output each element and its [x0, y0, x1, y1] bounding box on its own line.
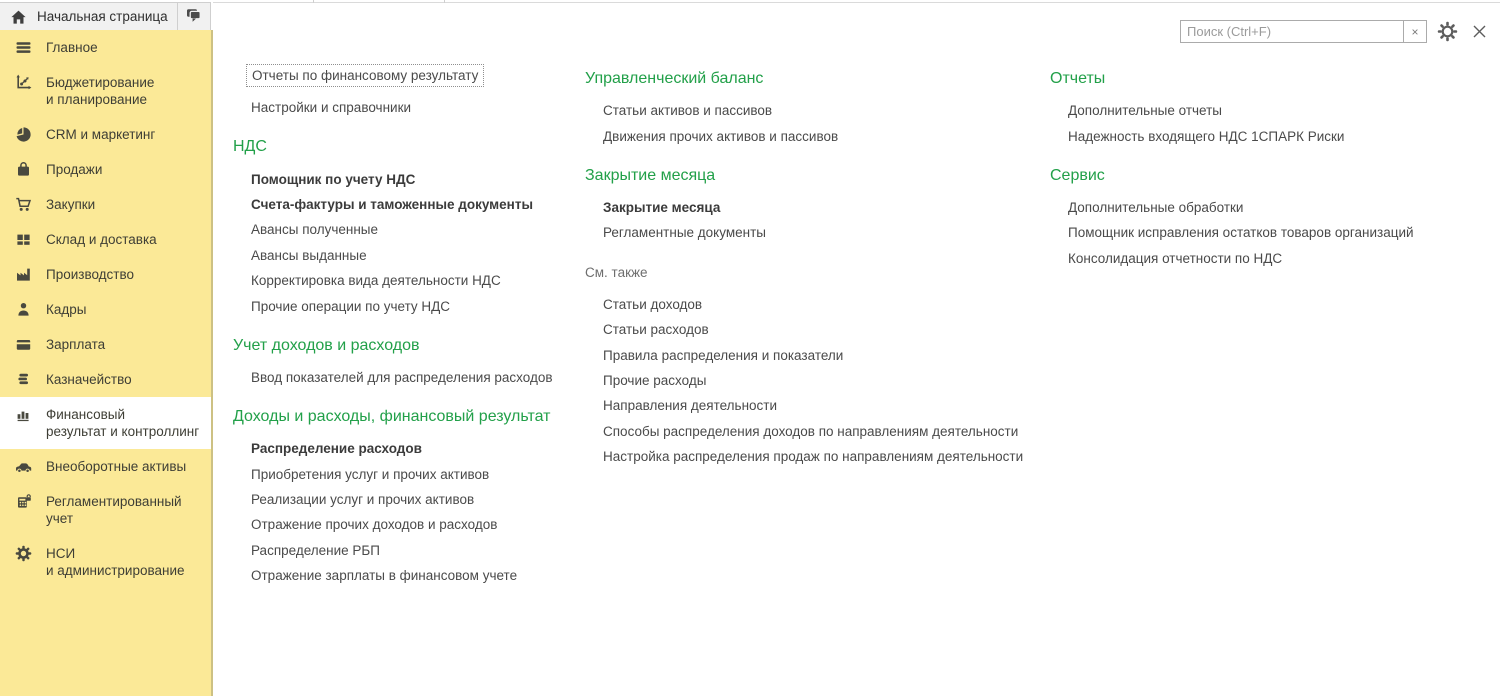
- menu-icon: [0, 39, 46, 56]
- tab-home-label: Начальная страница: [37, 9, 168, 24]
- section-heading: Закрытие месяца: [585, 166, 716, 184]
- tab-home-page[interactable]: [0, 2, 178, 30]
- gear-icon: [0, 545, 46, 579]
- command-link[interactable]: Отражение зарплаты в финансовом учете: [251, 568, 518, 584]
- sidebar-item-label: Закупки: [46, 197, 96, 212]
- sidebar-item-budgeting[interactable]: Бюджетирование и планирование: [0, 65, 211, 117]
- sidebar-item-label: Регламентированный: [46, 494, 182, 509]
- sidebar-item-production[interactable]: [0, 257, 211, 292]
- tab-tick: [444, 0, 445, 3]
- search-clear-button[interactable]: ×: [1403, 21, 1426, 42]
- sidebar-item-regulated-accounting[interactable]: Регламентированный учет: [0, 484, 211, 536]
- card-icon: [0, 336, 46, 353]
- factory-icon: [0, 266, 46, 283]
- command-link[interactable]: Реализации услуг и прочих активов: [251, 492, 475, 508]
- calculator-lock-icon: [0, 493, 46, 527]
- sidebar-item-sales[interactable]: [0, 152, 211, 187]
- sidebar-item-label: Кадры: [46, 302, 87, 317]
- close-icon: [1472, 24, 1487, 39]
- command-link[interactable]: Правила распределения и показатели: [603, 347, 844, 363]
- command-link[interactable]: Дополнительные обработки: [1068, 199, 1244, 215]
- section-heading: Управленческий баланс: [585, 70, 764, 87]
- command-link[interactable]: Настройка распределения продаж по направлениям деятельности: [603, 449, 1024, 465]
- sidebar-item-finance-result[interactable]: Финансовый результат и контроллинг: [0, 397, 211, 449]
- command-link[interactable]: Авансы выданные: [251, 247, 367, 263]
- bar-chart-icon: [0, 406, 46, 440]
- command-column-2: [585, 68, 1055, 469]
- cart-icon: [0, 196, 46, 213]
- section-heading: Отчеты: [1050, 70, 1106, 87]
- command-link[interactable]: Статьи активов и пассивов: [603, 103, 773, 119]
- sales-bag-icon: [0, 161, 46, 178]
- home-icon: [10, 9, 27, 25]
- sidebar-item-label: Финансовый: [46, 407, 126, 422]
- sidebar-item-label: Производство: [46, 267, 135, 282]
- car-icon: [0, 458, 46, 475]
- command-link[interactable]: Регламентные документы: [603, 225, 766, 241]
- command-link[interactable]: Ввод показателей для распределения расходов: [251, 369, 553, 385]
- sidebar-item-label: Казначейство: [46, 372, 132, 387]
- command-link[interactable]: Прочие операции по учету НДС: [251, 298, 451, 314]
- search-box: [1180, 20, 1427, 43]
- sidebar-item-label: CRM и маркетинг: [46, 127, 156, 142]
- warehouse-grid-icon: [0, 231, 46, 248]
- crm-pie-icon: [0, 126, 46, 143]
- sidebar-item-main[interactable]: [0, 30, 211, 65]
- command-column-3: [1050, 68, 1495, 271]
- command-link[interactable]: Консолидация отчетности по НДС: [1068, 250, 1283, 266]
- sidebar-item-label: Склад и доставка: [46, 232, 157, 247]
- settings-button[interactable]: [1434, 18, 1460, 44]
- sidebar-item-hr[interactable]: [0, 292, 211, 327]
- sidebar-item-master-data-admin[interactable]: НСИ и администрирование: [0, 536, 211, 588]
- sections-panel: [0, 30, 213, 696]
- command-link[interactable]: Статьи доходов: [603, 296, 703, 312]
- sidebar-item-salary[interactable]: [0, 327, 211, 362]
- sidebar-item-label: Внеоборотные активы: [46, 459, 187, 474]
- gear-icon: [1437, 21, 1458, 42]
- command-link-focused[interactable]: Отчеты по финансовому результату: [246, 64, 484, 87]
- search-input[interactable]: [1181, 21, 1403, 42]
- sidebar-item-warehouse[interactable]: [0, 222, 211, 257]
- sidebar-item-label: Главное: [46, 40, 98, 55]
- command-link[interactable]: Распределение РБП: [251, 542, 380, 558]
- sidebar-item-label: Зарплата: [46, 337, 106, 352]
- see-also-label: См. также: [585, 265, 648, 281]
- command-link[interactable]: Надежность входящего НДС 1СПАРК Риски: [1068, 128, 1345, 144]
- command-link[interactable]: Статьи расходов: [603, 322, 709, 338]
- chat-bubbles-icon: [184, 7, 204, 26]
- section-heading: Учет доходов и расходов: [233, 336, 420, 354]
- person-icon: [0, 301, 46, 318]
- command-link-important[interactable]: Помощник по учету НДС: [251, 171, 416, 187]
- sidebar-item-noncurrent-assets[interactable]: [0, 449, 211, 484]
- tab-strip-divider: [213, 2, 1500, 3]
- command-link[interactable]: Движения прочих активов и пассивов: [603, 128, 839, 144]
- sidebar-item-crm[interactable]: [0, 117, 211, 152]
- command-link[interactable]: Отражение прочих доходов и расходов: [251, 517, 498, 533]
- budgeting-icon: [0, 74, 46, 108]
- command-link[interactable]: Корректировка вида деятельности НДС: [251, 273, 501, 289]
- sidebar-item-label: Продажи: [46, 162, 103, 177]
- command-link-important[interactable]: Счета-фактуры и таможенные документы: [251, 196, 533, 212]
- command-link-important[interactable]: Закрытие месяца: [603, 199, 721, 215]
- sidebar-item-purchases[interactable]: [0, 187, 211, 222]
- sidebar-item-label: НСИ: [46, 546, 76, 561]
- command-link[interactable]: Направления деятельности: [603, 398, 778, 414]
- command-link[interactable]: Авансы полученные: [251, 222, 379, 238]
- coins-icon: [0, 371, 46, 388]
- sidebar-item-treasury[interactable]: [0, 362, 211, 397]
- command-link[interactable]: Дополнительные отчеты: [1068, 103, 1222, 119]
- command-link[interactable]: Способы распределения доходов по направлениям деятельности: [603, 423, 1019, 439]
- command-link[interactable]: Помощник исправления остатков товаров организаций: [1068, 225, 1414, 241]
- section-heading: Доходы и расходы, финансовый результат: [233, 408, 551, 426]
- close-button[interactable]: [1466, 18, 1492, 44]
- section-heading: НДС: [233, 138, 267, 156]
- command-column-1: [233, 64, 583, 588]
- tab-tick: [313, 0, 314, 3]
- command-link-important[interactable]: Распределение расходов: [251, 441, 422, 457]
- command-link[interactable]: Приобретения услуг и прочих активов: [251, 466, 490, 482]
- command-link[interactable]: Настройки и справочники: [251, 100, 412, 116]
- command-link[interactable]: Прочие расходы: [603, 372, 707, 388]
- section-heading: Сервис: [1050, 166, 1105, 184]
- tab-discussions[interactable]: [178, 2, 211, 30]
- sidebar-item-label: Бюджетирование: [46, 75, 155, 90]
